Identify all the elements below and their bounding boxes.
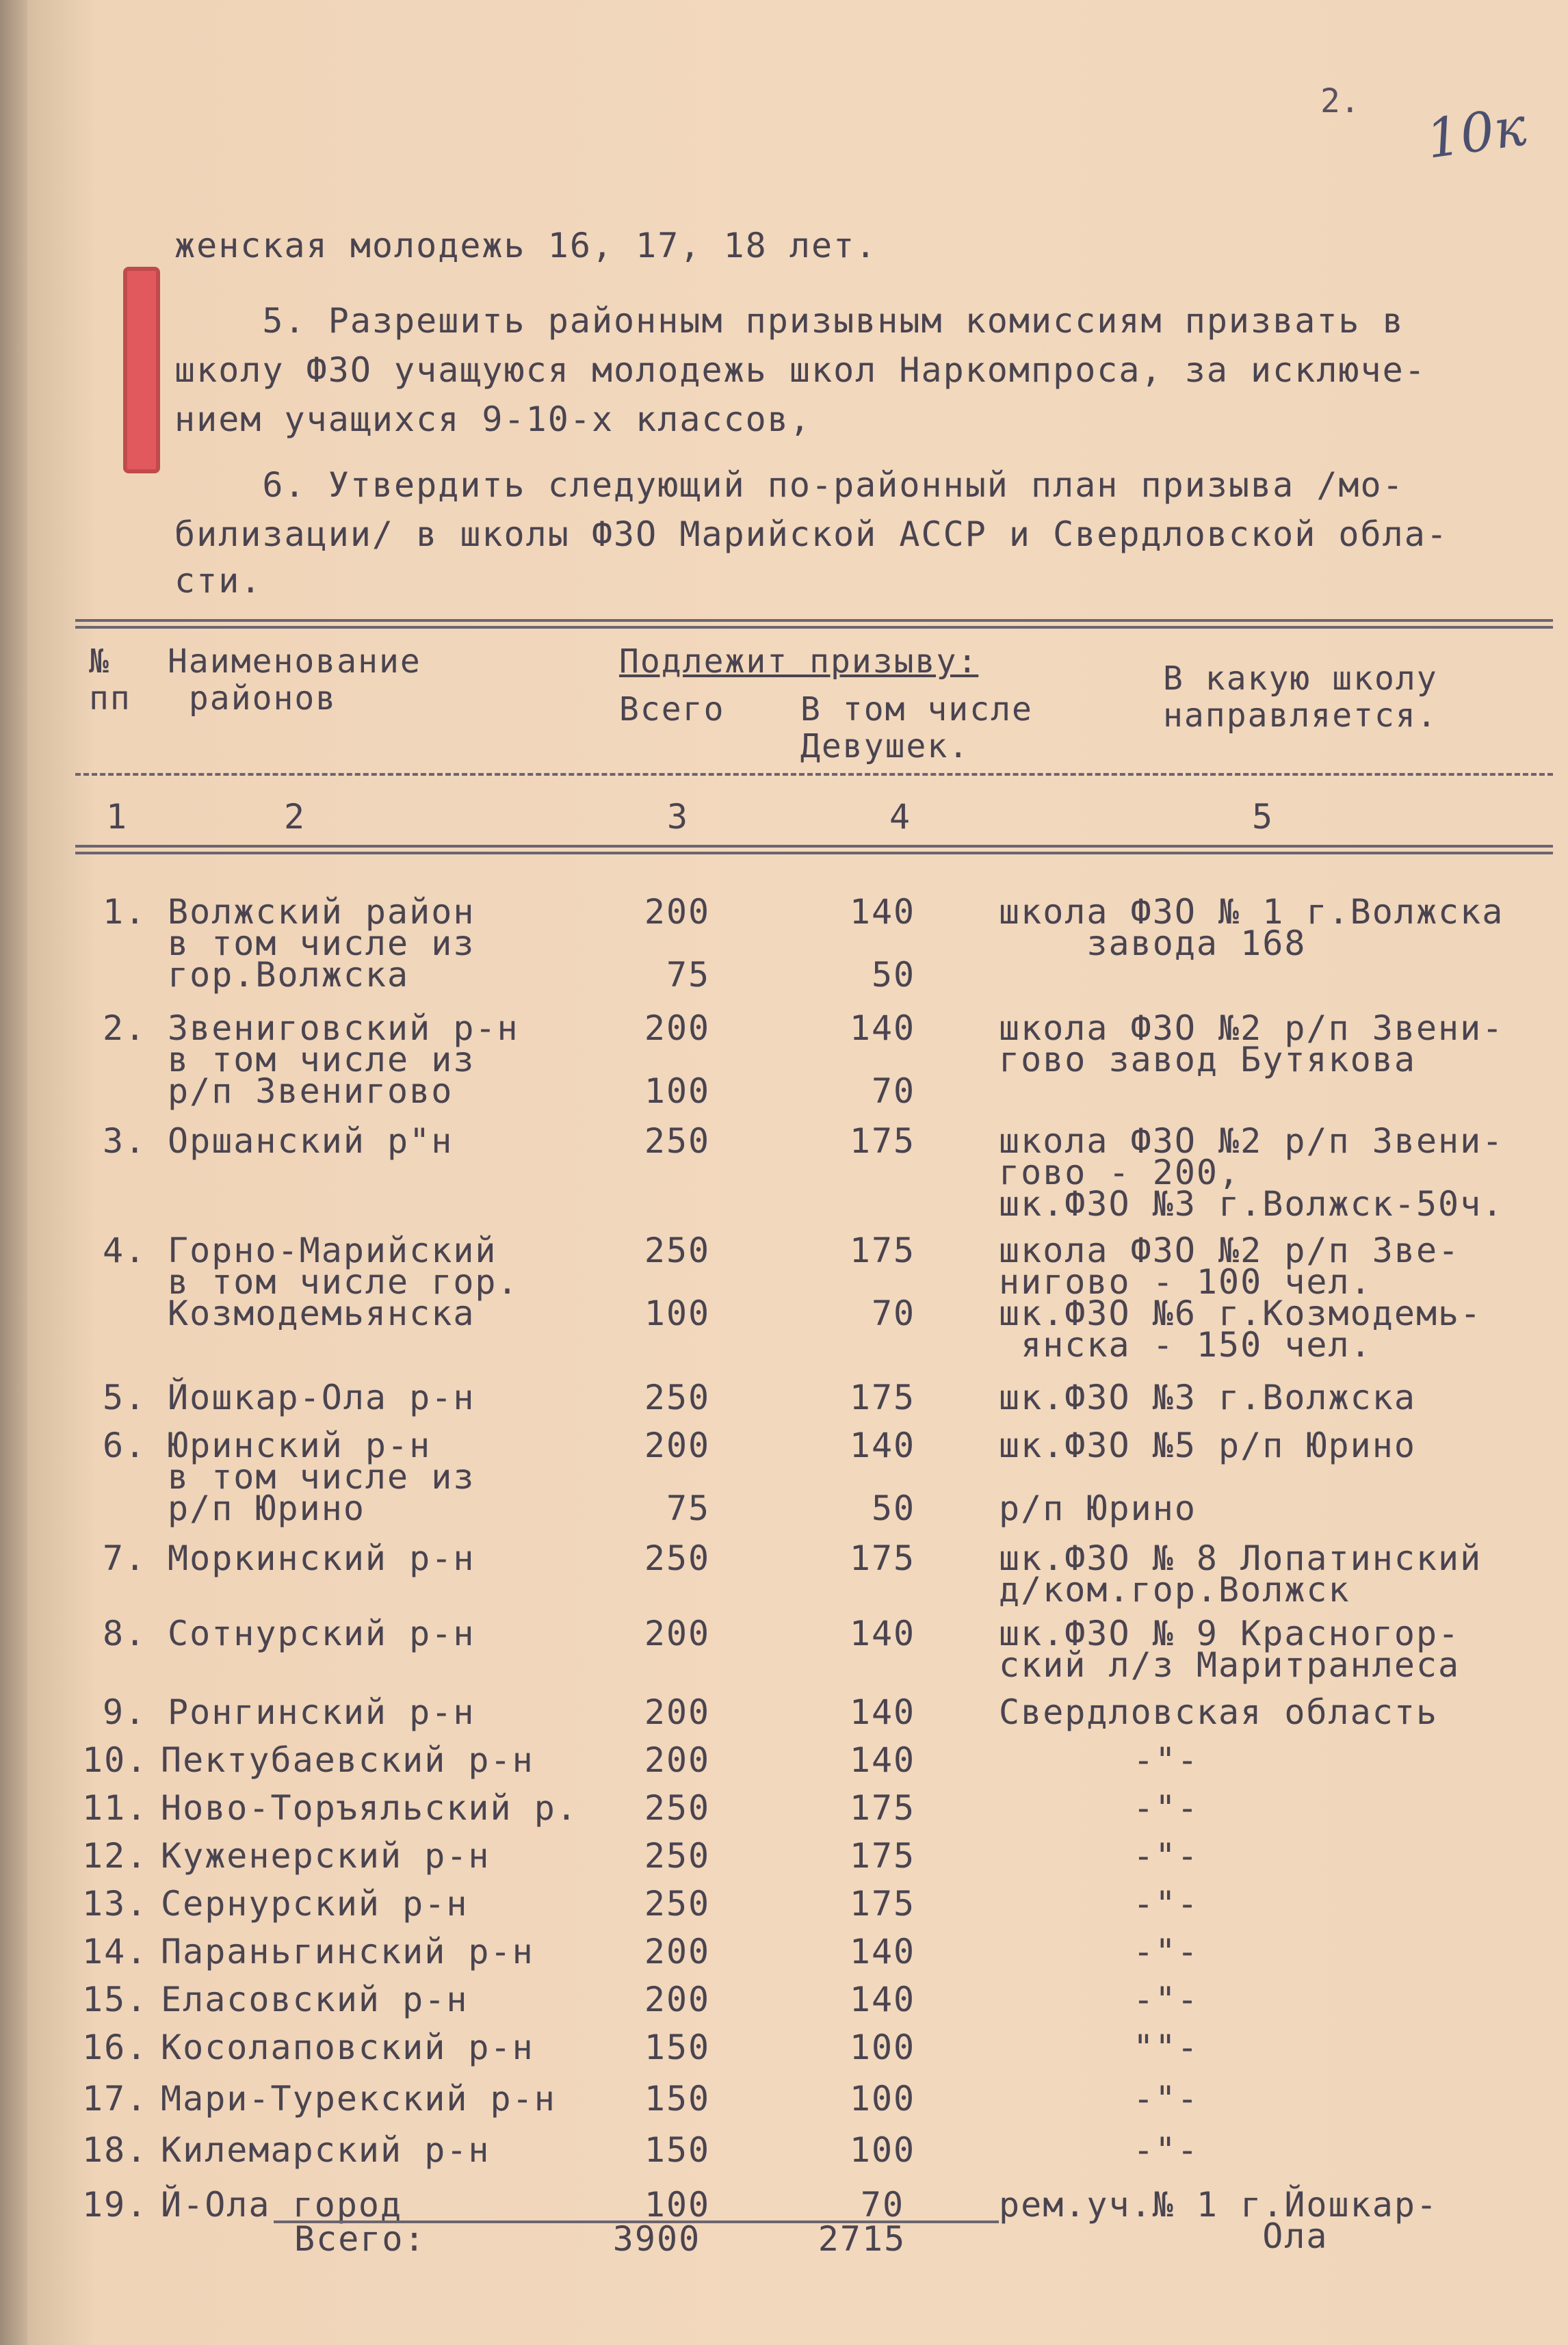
intro-line: сти. bbox=[174, 561, 263, 601]
row-name: Оршанский р"н bbox=[168, 1121, 454, 1161]
row-school: шк.ФЗО №5 р/п Юрино р/п Юрино bbox=[999, 1426, 1416, 1528]
intro-line: нием учащихся 9-10-х классов, bbox=[174, 399, 811, 439]
row-name: Юринский р-н в том числе из р/п Юрино bbox=[168, 1426, 475, 1528]
row-name: Параньгинский р-н bbox=[161, 1932, 534, 1971]
row-no: 1. bbox=[103, 892, 147, 932]
row-no: 13. bbox=[82, 1884, 148, 1924]
row-total: 200 bbox=[644, 1614, 711, 1653]
row-name: Сернурский р-н bbox=[161, 1884, 469, 1924]
header-school: В какую школу направляется. bbox=[1163, 659, 1438, 735]
row-girls: 175 bbox=[849, 1788, 916, 1828]
row-no: 5. bbox=[103, 1378, 147, 1417]
row-name: Ново-Торъяльский р. bbox=[161, 1788, 578, 1828]
row-school: школа ФЗО №2 р/п Зве- нигово - 100 чел. шк.ФЗО №6 г.Козмодемь- янска - 150 чел. bbox=[999, 1231, 1482, 1365]
row-name: Моркинский р-н bbox=[168, 1538, 475, 1578]
total-sum: 3900 bbox=[612, 2219, 701, 2259]
row-no: 7. bbox=[103, 1538, 147, 1578]
row-school: ""- bbox=[1067, 2028, 1199, 2067]
row-total: 200 75 bbox=[644, 1426, 711, 1528]
row-girls: 140 bbox=[849, 1980, 916, 2019]
row-no: 8. bbox=[103, 1614, 147, 1653]
row-name: Сотнурский р-н bbox=[168, 1614, 475, 1653]
row-total: 200 100 bbox=[644, 1008, 711, 1111]
row-name: Пектубаевский р-н bbox=[161, 1740, 534, 1780]
row-total: 200 bbox=[644, 1740, 711, 1780]
row-girls: 175 bbox=[849, 1538, 916, 1578]
row-girls: 140 bbox=[849, 1932, 916, 1971]
column-number: 4 bbox=[889, 797, 911, 837]
row-no: 18. bbox=[82, 2130, 148, 2170]
row-name: Звениговский р-н в том числе из р/п Звенигово bbox=[168, 1008, 519, 1111]
row-school: шк.ФЗО № 8 Лопатинский д/ком.гор.Волжск bbox=[999, 1538, 1482, 1610]
row-total: 200 bbox=[644, 1980, 711, 2019]
row-total: 150 bbox=[644, 2079, 711, 2119]
row-no: 17. bbox=[82, 2079, 148, 2119]
row-school: рем.уч.№ 1 г.Йошкар- Ола bbox=[999, 2185, 1439, 2256]
row-name: Мари-Турекский р-н bbox=[161, 2079, 556, 2119]
row-girls: 140 70 bbox=[849, 1008, 916, 1111]
row-girls: 100 bbox=[849, 2130, 916, 2170]
row-total: 250 bbox=[644, 1121, 711, 1161]
row-name: Йошкар-Ола р-н bbox=[168, 1378, 475, 1417]
row-school: школа ФЗО №2 р/п Звени- гово - 200, шк.ФЗО №3 г.Волжск-50ч. bbox=[999, 1121, 1504, 1224]
column-number-rule bbox=[75, 845, 1553, 854]
total-label: Всего: bbox=[294, 2219, 426, 2259]
binding-edge bbox=[0, 0, 27, 2345]
row-school: -"- bbox=[1067, 1740, 1199, 1780]
handwritten-mark: 10к bbox=[1422, 96, 1530, 171]
row-total: 100 bbox=[644, 2185, 711, 2225]
row-total: 200 75 bbox=[644, 892, 711, 995]
row-no: 2. bbox=[103, 1008, 147, 1048]
row-school: школа ФЗО №2 р/п Звени- гово завод Бутякова bbox=[999, 1008, 1504, 1079]
row-girls: 140 bbox=[849, 1614, 916, 1653]
row-name: Косолаповский р-н bbox=[161, 2028, 534, 2067]
row-school: шк.ФЗО № 9 Красногор- ский л/з Маритранлеса bbox=[999, 1614, 1461, 1685]
row-girls: 175 bbox=[849, 1378, 916, 1417]
row-total: 200 bbox=[644, 1932, 711, 1971]
row-school: шк.ФЗО №3 г.Волжска bbox=[999, 1378, 1416, 1417]
row-total: 250 bbox=[644, 1378, 711, 1417]
row-girls: 175 bbox=[849, 1121, 916, 1161]
row-no: 10. bbox=[82, 1740, 148, 1780]
row-girls: 140 bbox=[849, 1692, 916, 1732]
row-total: 250 bbox=[644, 1884, 711, 1924]
row-name: Килемарский р-н bbox=[161, 2130, 491, 2170]
header-rule bbox=[75, 773, 1553, 776]
intro-line: женская молодежь 16, 17, 18 лет. bbox=[174, 226, 878, 265]
row-no: 11. bbox=[82, 1788, 148, 1828]
row-school: -"- bbox=[1067, 2130, 1199, 2170]
row-name: Еласовский р-н bbox=[161, 1980, 469, 2019]
row-school: -"- bbox=[1067, 2079, 1199, 2119]
girls-sum: 2715 bbox=[818, 2219, 906, 2259]
row-total: 150 bbox=[644, 2028, 711, 2067]
row-total: 250 bbox=[644, 1788, 711, 1828]
row-girls: 140 50 bbox=[849, 892, 916, 995]
header-girls: В том числе Девушек. bbox=[800, 690, 1033, 765]
row-name: Волжский район в том числе из гор.Волжска bbox=[168, 892, 475, 995]
row-total: 250 bbox=[644, 1538, 711, 1578]
column-number: 3 bbox=[667, 797, 688, 837]
header-no: № пп bbox=[89, 642, 131, 718]
row-school: -"- bbox=[1067, 1836, 1199, 1876]
row-no: 4. bbox=[103, 1231, 147, 1270]
row-name: Й-Ола город bbox=[161, 2185, 403, 2225]
header-name: Наименование районов bbox=[168, 642, 421, 718]
row-girls: 70 bbox=[860, 2185, 905, 2225]
intro-line: 5. Разрешить районным призывным комиссиям призвать в bbox=[174, 301, 1404, 341]
row-school: Свердловская область bbox=[999, 1692, 1439, 1732]
row-total: 200 bbox=[644, 1692, 711, 1732]
row-school: -"- bbox=[1067, 1980, 1199, 2019]
row-no: 3. bbox=[103, 1121, 147, 1161]
row-school: -"- bbox=[1067, 1884, 1199, 1924]
header-group: Подлежит призыву: bbox=[619, 642, 979, 681]
table-top-rule bbox=[75, 619, 1553, 629]
column-number: 2 bbox=[284, 797, 305, 837]
intro-line: школу ФЗО учащуюся молодежь школ Наркомпроса, за исключе- bbox=[174, 350, 1426, 390]
row-no: 16. bbox=[82, 2028, 148, 2067]
row-no: 15. bbox=[82, 1980, 148, 2019]
row-school: -"- bbox=[1067, 1932, 1199, 1971]
page-number: 2. bbox=[1320, 82, 1360, 120]
row-total: 250 bbox=[644, 1836, 711, 1876]
row-girls: 100 bbox=[849, 2028, 916, 2067]
row-school: школа ФЗО № 1 г.Волжска завода 168 bbox=[999, 892, 1504, 963]
column-number: 5 bbox=[1252, 797, 1273, 837]
header-total: Всего bbox=[619, 690, 725, 729]
row-no: 19. bbox=[82, 2185, 148, 2225]
row-school: -"- bbox=[1067, 1788, 1199, 1828]
row-total: 250 100 bbox=[644, 1231, 711, 1333]
row-girls: 100 bbox=[849, 2079, 916, 2119]
row-name: Горно-Марийский в том числе гор. Козмодемьянска bbox=[168, 1231, 519, 1333]
row-no: 6. bbox=[103, 1426, 147, 1465]
row-girls: 175 70 bbox=[849, 1231, 916, 1333]
row-name: Ронгинский р-н bbox=[168, 1692, 475, 1732]
row-name: Куженерский р-н bbox=[161, 1836, 491, 1876]
row-girls: 140 bbox=[849, 1740, 916, 1780]
row-no: 14. bbox=[82, 1932, 148, 1971]
row-total: 150 bbox=[644, 2130, 711, 2170]
row-no: 12. bbox=[82, 1836, 148, 1876]
intro-line: билизации/ в школы ФЗО Марийской АССР и Свердловской обла- bbox=[174, 514, 1448, 554]
column-number: 1 bbox=[106, 797, 127, 837]
row-girls: 140 50 bbox=[849, 1426, 916, 1528]
row-girls: 175 bbox=[849, 1836, 916, 1876]
row-girls: 175 bbox=[849, 1884, 916, 1924]
row-no: 9. bbox=[103, 1692, 147, 1732]
intro-line: 6. Утвердить следующий по-районный план призыва /мо- bbox=[174, 465, 1404, 505]
red-pencil-mark bbox=[123, 267, 160, 473]
